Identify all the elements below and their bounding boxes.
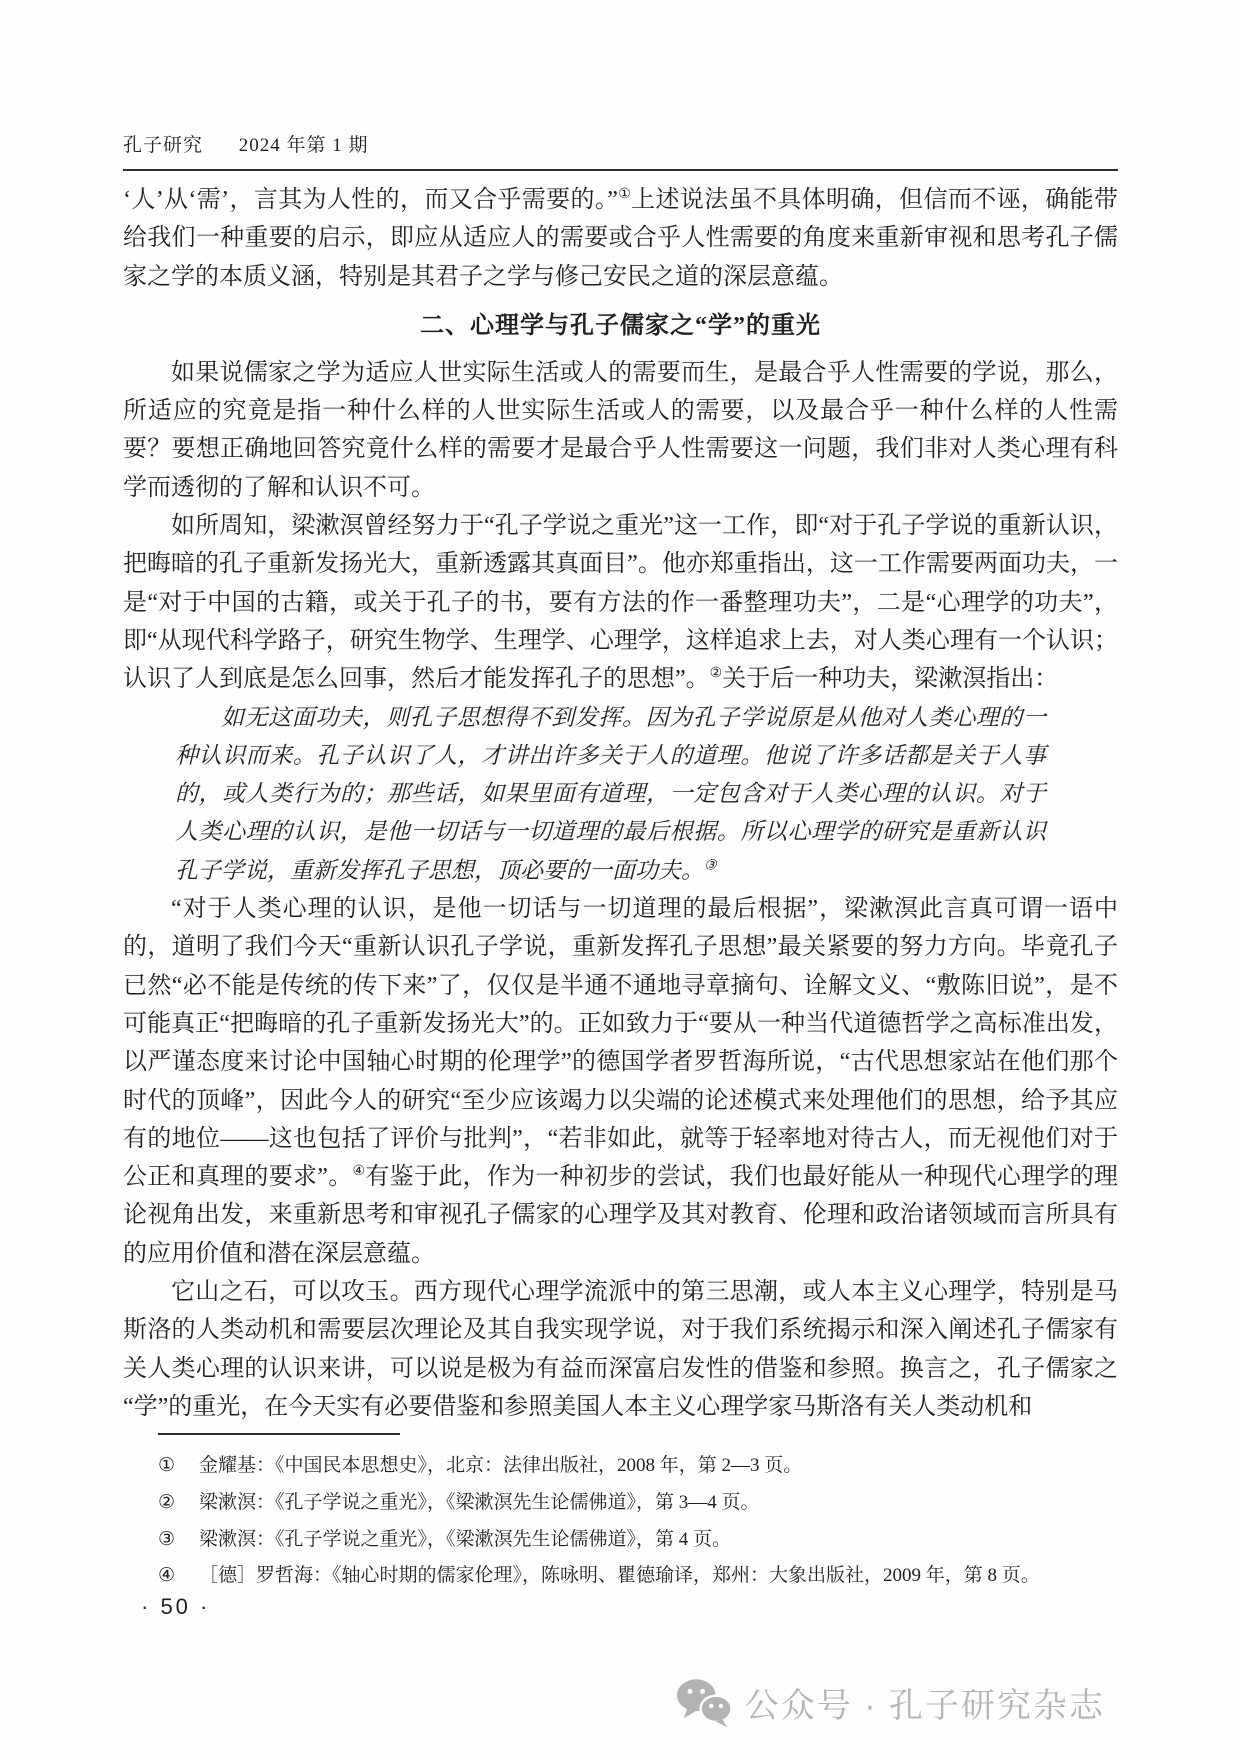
footnote-ref-4: ④ <box>352 1164 366 1180</box>
footnote-text: 梁漱溟：《孔子学说之重光》，《梁漱溟先生论儒佛道》，第 4 页。 <box>199 1528 732 1550</box>
quote-text: 如无这面功夫，则孔子思想得不到发挥。因为孔子学说原是从他对人类心理的一种认识而来。孔子认识了人，才讲出许多关于人的道理。他说了许多话都是关于人事的，或人类行为的；那些话，如果里面有道理，一定包含对于人类心理的认识。对于人类心理的认识，是他一切话与一切道理的最后根据。所以心理学的研究是重新认识孔子学说，重新发挥孔子思想，顶必要的一面功夫。 <box>175 704 1046 883</box>
footnote-item <box>158 1522 1118 1559</box>
paragraph-text: 关于后一种功夫，梁漱溟指出： <box>722 666 1059 693</box>
footnote-marker: ① <box>158 1455 176 1476</box>
wechat-icon <box>675 1676 733 1728</box>
paragraph-text: “对于人类心理的认识，是他一切话与一切道理的最后根据”，梁漱溟此言真可谓一语中的，道明了我们今天“重新认识孔子学说，重新发挥孔子思想”最关紧要的努力方向。毕竟孔子已然“必不能是传统的传下来”了，仅仅是半通不通地寻章摘句、诠解文义、“敷陈旧说”，是不可能真正“把晦暗的孔子重新发扬光大”的。正如致力于“要从一种当代道德哲学之高标准出发，以严谨态度来讨论中国轴心时期的伦理学”的德国学者罗哲海所说，“古代思想家站在他们那个时代的顶峰”，因此今人的研究“至少应该竭力以尖端的论述模式来处理他们的思想，给予其应有的地位——这也包括了评价与批判”，“若非如此，就等于轻率地对待古人，而无视他们对于公正和真理的要求”。 <box>123 896 1118 1191</box>
footnote-divider <box>158 1433 400 1435</box>
footnote-marker: ④ <box>158 1565 176 1587</box>
footnote-text: 金耀基：《中国民本思想史》，北京：法律出版社，2008 年，第 2—3 页。 <box>199 1455 803 1476</box>
footnote-item <box>158 1448 1118 1485</box>
paragraph: 它山之石，可以攻玉。西方现代心理学流派中的第三思潮，或人本主义心理学，特别是马斯洛的人类动机和需要层次理论及其自我实现学说，对于我们系统揭示和深入阐述孔子儒家有关人类心理的认识来讲，可以说是极为有益而深富启发性的借鉴和参照。换言之，孔子儒家之“学”的重光，在今天实有必要借鉴和参照美国人本主义心理学家马斯洛有关人类动机和 <box>123 1279 1118 1420</box>
article-body <box>123 181 1118 1426</box>
paragraph-continuation <box>123 181 1118 296</box>
paragraph-text: ‘人’从‘需’，言其为人性的，而又合乎需要的。” <box>123 187 618 213</box>
footnote-text: 梁漱溟：《孔子学说之重光》，《梁漱溟先生论儒佛道》，第 3—4 页。 <box>199 1491 760 1513</box>
footnote-item <box>158 1485 1118 1522</box>
paragraph-text: 如所周知，梁漱溟曾经努力于“孔子学说之重光”这一工作，即“对于孔子学说的重新认识，把晦暗的孔子重新发扬光大，重新透露其真面目”。他亦郑重指出，这一工作需要两面功夫，一是“对于中国的古籍，或关于孔子的书，要有方法的作一番整理功夫”，二是“心理学的功夫”，即“从现代科学路子，研究生物学、生理学、心理学，这样追求上去，对人类心理有一个认识；认识了人到底是怎么回事，然后才能发挥孔子的思想”。 <box>123 513 1118 693</box>
footnote-ref-3: ③ <box>704 858 717 874</box>
footnote-item <box>158 1558 1118 1595</box>
paragraph-text: 上述说法虽不具体明确，但信而不诬，确能带给我们一种重要的启示，即应从适应人的需要或合乎人性需要的角度来重新审视和思考孔子儒家之学的本质义涵，特别是其君子之学与修己安民之道的深层意蕴。 <box>123 187 1118 290</box>
journal-title: 孔子研究 <box>123 135 204 156</box>
paragraph-text: 有鉴于此，作为一种初步的尝试，我们也最好能从一种现代心理学的理论视角出发，来重新思考和审视孔子儒家的心理学及其对教育、伦理和政治诸领域而言所具有的应用价值和潜在深层意蕴。 <box>123 1164 1118 1267</box>
footnote-ref-1: ① <box>617 187 632 202</box>
running-head <box>123 130 1118 171</box>
footnotes-section <box>123 1433 1118 1595</box>
paragraph <box>123 507 1118 698</box>
section-heading: 二、心理学与孔子儒家之“学”的重光 <box>420 312 821 339</box>
footnote-list <box>123 1448 1118 1595</box>
paragraph: 如果说儒家之学为适应人世实际生活或人的需要而生，是最合乎人性需要的学说，那么，所适应的究竟是指一种什么样的人世实际生活或人的需要，以及最合乎一种什么样的人性需要？要想正确地回答究竟什么样的需要才是最合乎人性需要这一问题，我们非对人类心理有科学而透彻的了解和认识不可。 <box>123 359 1118 501</box>
journal-issue: 2024 年第 1 期 <box>238 135 369 156</box>
page-number: · 50 · <box>141 1594 211 1619</box>
footnote-marker: ③ <box>158 1528 176 1550</box>
block-quote <box>175 699 1046 890</box>
footnote-marker: ② <box>158 1491 176 1513</box>
watermark <box>675 1676 1105 1728</box>
watermark-text: 公众号 · 孔子研究杂志 <box>744 1686 1105 1725</box>
paragraph <box>123 890 1118 1273</box>
footnote-ref-2: ② <box>709 666 723 682</box>
footnote-text: ［德］罗哲海：《轴心时期的儒家伦理》，陈咏明、瞿德瑜译，郑州：大象出版社，2009 年，第 8 页。 <box>199 1565 1040 1587</box>
